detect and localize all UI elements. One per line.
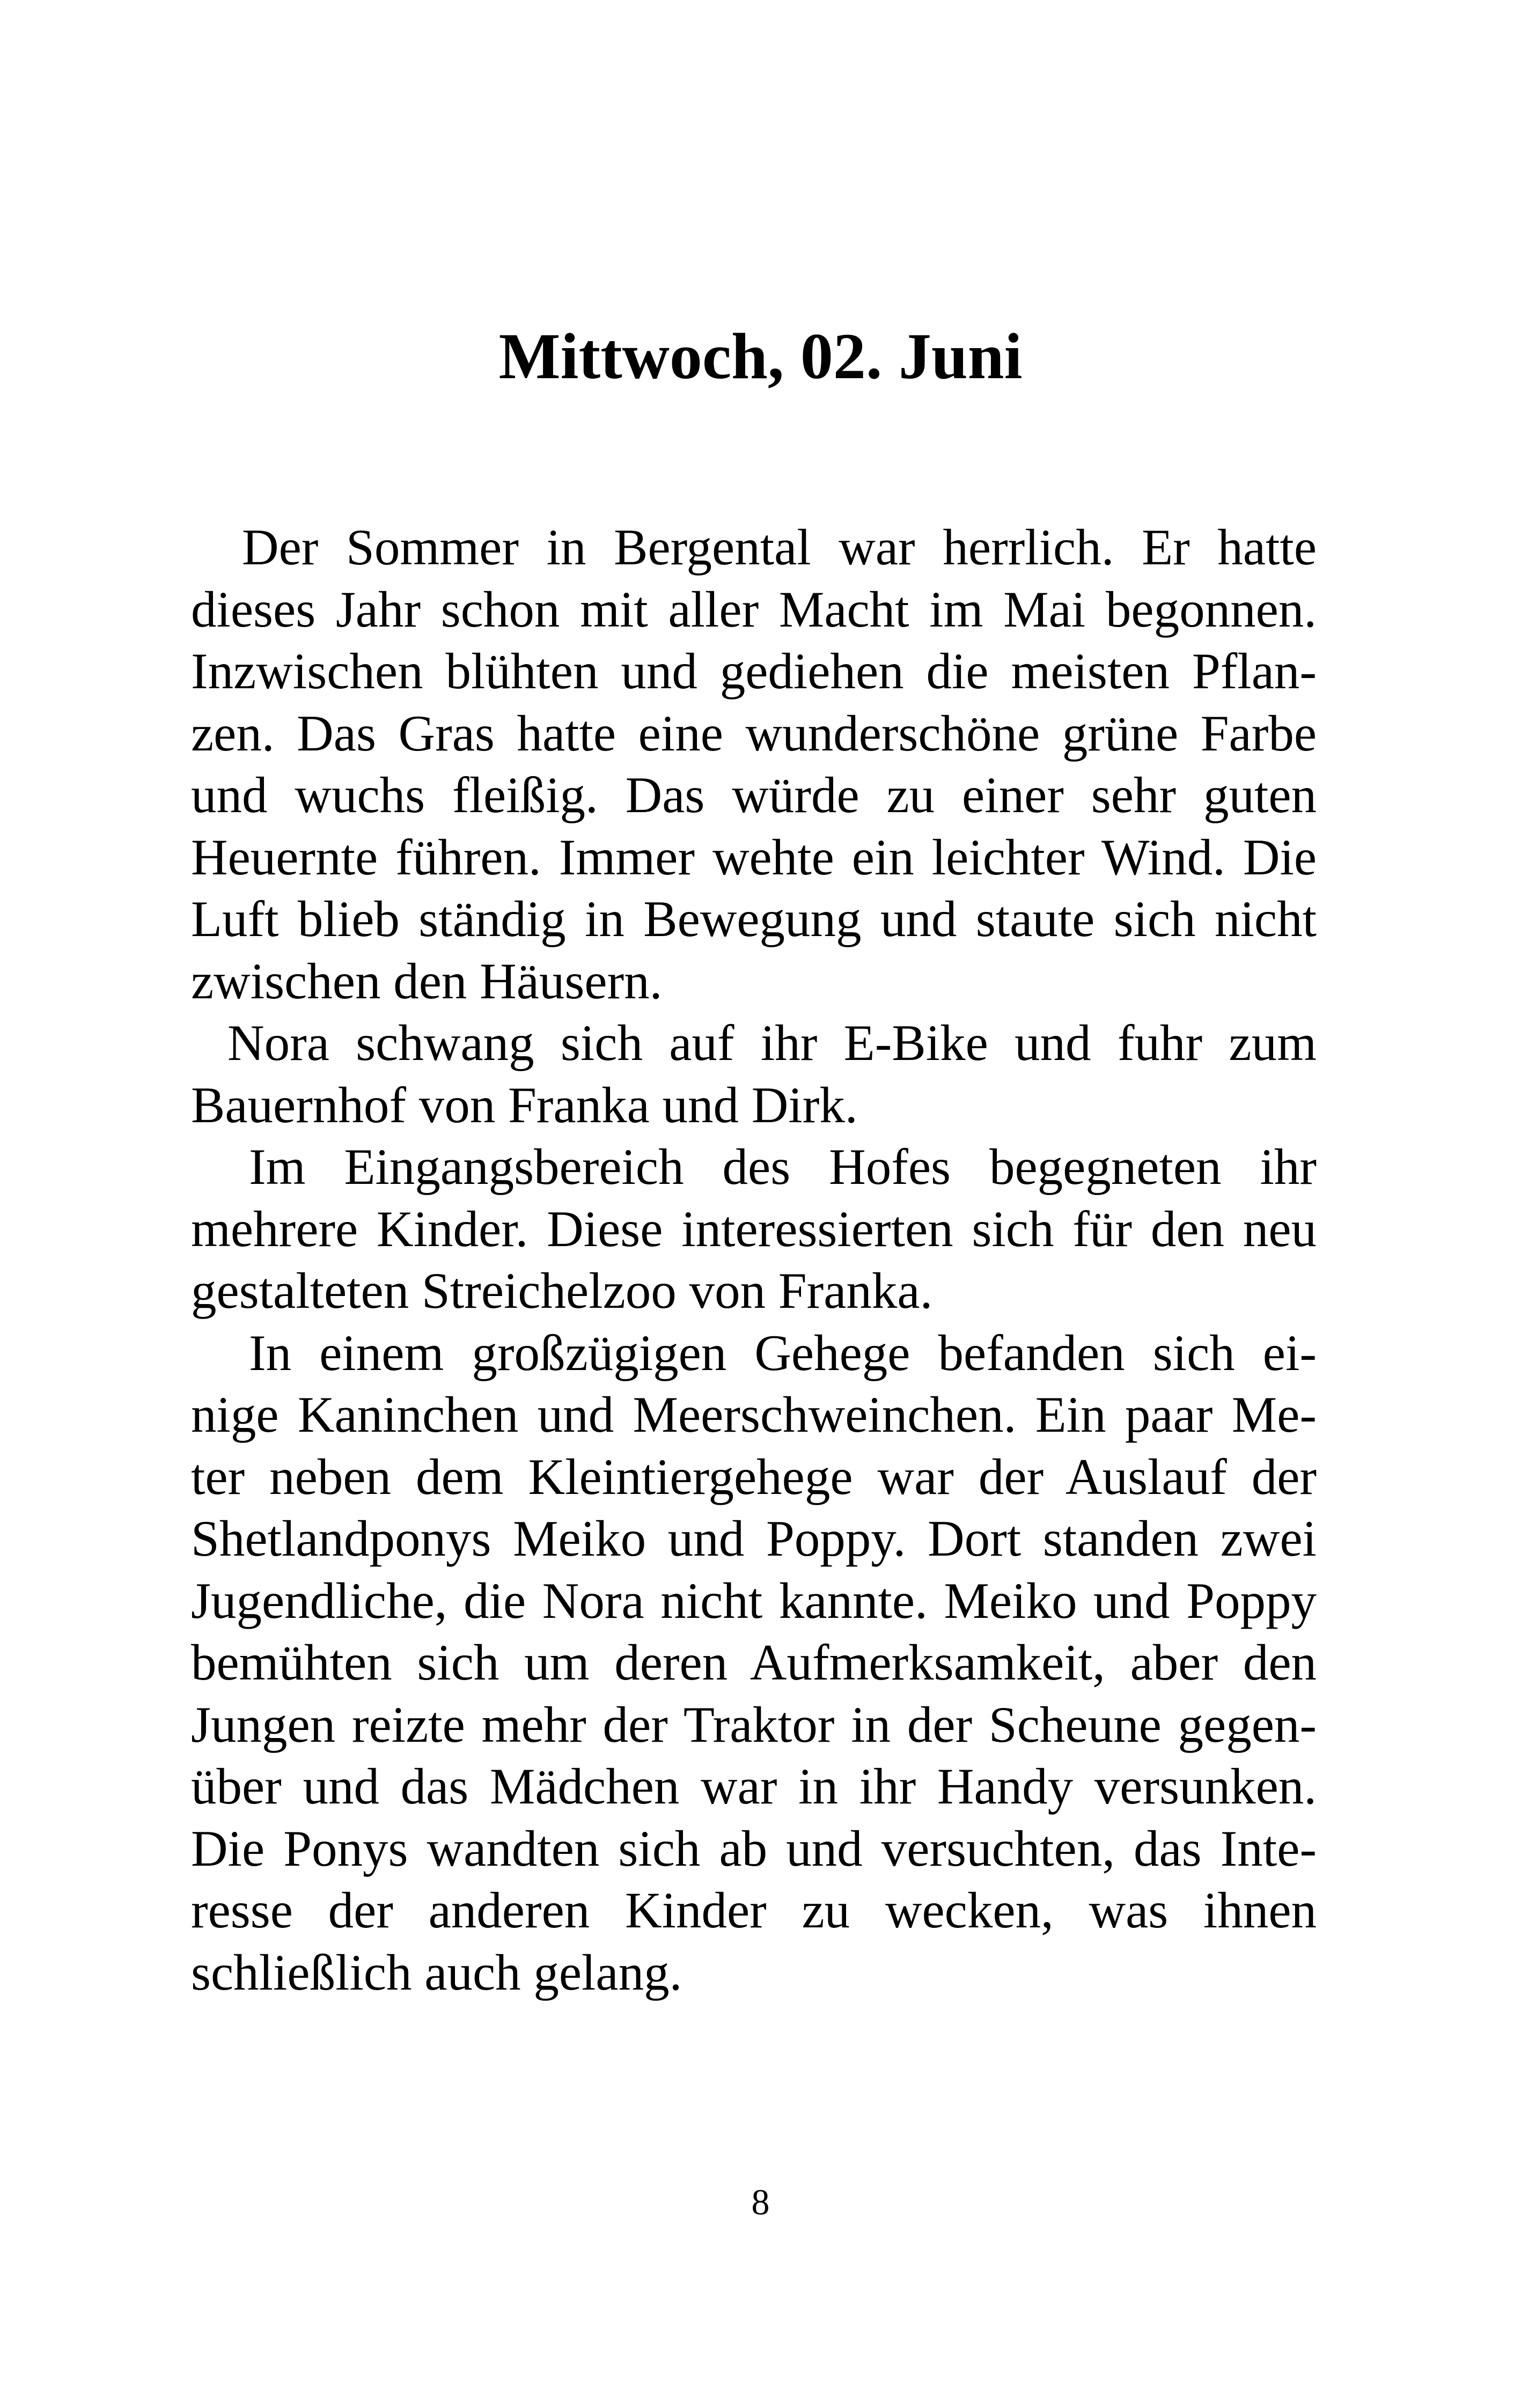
text-line: mehrere Kinder. Diese interessierten sich für den neu xyxy=(191,1200,1317,1257)
text-line: Nora schwang sich auf ihr E-Bike und fuhr zum xyxy=(227,1014,1317,1071)
text-line: Heuernte führen. Immer wehte ein leichter Wind. Die xyxy=(191,828,1317,886)
text-line: Die Ponys wandten sich ab und versuchten, das Inte- xyxy=(191,1820,1317,1877)
text-line: schließlich auch gelang. xyxy=(191,1943,682,2001)
text-line: Luft blieb ständig in Bewegung und staute sich nicht xyxy=(191,890,1317,947)
text-line: Jungen reizte mehr der Traktor in der Scheune gegen- xyxy=(191,1696,1317,1753)
text-line: nige Kaninchen und Meerschweinchen. Ein paar Me- xyxy=(191,1386,1317,1443)
text-line: dieses Jahr schon mit aller Macht im Mai begonnen. xyxy=(191,580,1317,638)
text-line: zwischen den Häusern. xyxy=(191,952,663,1010)
text-line: Shetlandponys Meiko und Poppy. Dort standen zwei xyxy=(191,1510,1317,1567)
text-line: gestalteten Streichelzoo von Franka. xyxy=(191,1262,933,1319)
text-line: Jugendliche, die Nora nicht kannte. Meiko und Poppy xyxy=(191,1572,1317,1629)
page-number: 8 xyxy=(751,2182,770,2222)
body-text xyxy=(191,517,1317,2004)
text-line: In einem großzügigen Gehege befanden sich ei- xyxy=(249,1324,1317,1381)
text-line: Bauernhof von Franka und Dirk. xyxy=(191,1076,858,1133)
text-line: zen. Das Gras hatte eine wunderschöne grüne Farbe xyxy=(191,704,1317,762)
text-line: Im Eingangsbereich des Hofes begegneten ihr xyxy=(249,1138,1317,1195)
text-line: ter neben dem Kleintiergehege war der Auslauf der xyxy=(191,1448,1317,1505)
chapter-title: Mittwoch, 02. Juni xyxy=(498,320,1023,393)
text-line: Der Sommer in Bergental war herrlich. Er hatte xyxy=(242,519,1317,576)
text-line: resse der anderen Kinder zu wecken, was ihnen xyxy=(191,1882,1317,1939)
text-line: über und das Mädchen war in ihr Handy versunken. xyxy=(191,1758,1317,1815)
text-line: und wuchs fleißig. Das würde zu einer sehr guten xyxy=(191,767,1317,823)
text-line: Inzwischen blühten und gediehen die meisten Pflan- xyxy=(191,643,1317,699)
text-line: bemühten sich um deren Aufmerksamkeit, aber den xyxy=(191,1634,1317,1691)
